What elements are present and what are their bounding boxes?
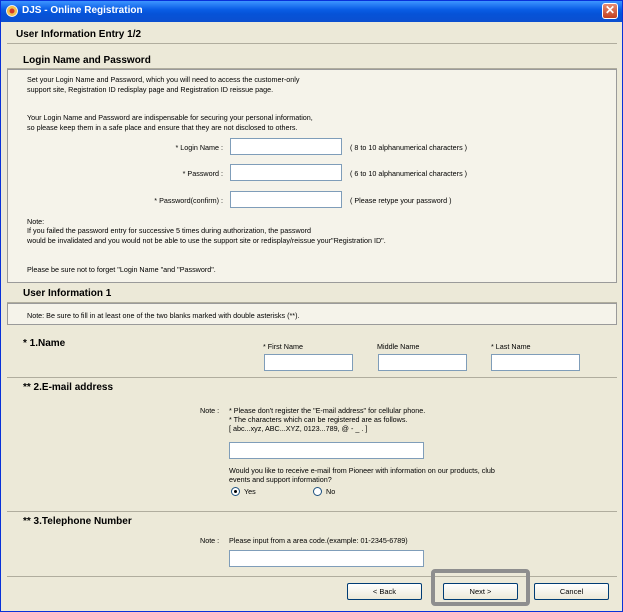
login-intro-line2: support site, Registration ID redisplay page and Registration ID reissue page.: [27, 85, 274, 94]
password-confirm-input[interactable]: [230, 191, 342, 208]
login-name-hint: ( 8 to 10 alphanumerical characters ): [350, 143, 468, 152]
email-no-radio[interactable]: [313, 487, 322, 496]
login-name-label: * Login Name :: [175, 143, 223, 152]
userinfo-note: Note: Be sure to fill in at least one of the two blanks marked with double asterisks (**).: [27, 311, 300, 320]
password-confirm-hint: ( Please retype your password ): [350, 196, 452, 205]
first-name-label: * First Name: [263, 342, 303, 351]
userinfo-note-panel: [7, 303, 617, 325]
login-panel: [7, 69, 617, 283]
email-note-line2: * The characters which can be registered are as follows.: [229, 415, 408, 424]
separator: [7, 377, 617, 378]
email-note-line3: [ abc...xyz, ABC...XYZ, 0123...789, @ - _ . ]: [229, 424, 368, 433]
last-name-label: * Last Name: [491, 342, 531, 351]
header-band: [7, 25, 617, 44]
app-icon: [6, 5, 18, 17]
password-label: * Password :: [182, 169, 223, 178]
login-heading: Login Name and Password: [23, 55, 151, 66]
login-note-line1: If you failed the password entry for successive 5 times during authorization, the password: [27, 226, 312, 235]
page-title: User Information Entry 1/2: [16, 29, 142, 40]
email-no-label[interactable]: No: [326, 487, 336, 496]
login-intro-line4: so please keep them in a safe place and ensure that they are not disclosed to others.: [27, 123, 298, 132]
phone-input[interactable]: [229, 550, 424, 567]
password-hint: ( 6 to 10 alphanumerical characters ): [350, 169, 468, 178]
close-button[interactable]: [602, 3, 618, 19]
email-note-label: Note :: [200, 406, 220, 415]
phone-row: [7, 513, 617, 573]
name-row: [7, 334, 617, 376]
email-row: [7, 379, 617, 511]
login-note-line2: would be invalidated and you would not be able to use the support site or redisplay/reissue your"Registration ID".: [27, 236, 386, 245]
login-note-label: Note:: [27, 217, 45, 226]
userinfo-heading-band: [7, 286, 617, 303]
login-heading-band: [7, 53, 617, 69]
back-button[interactable]: < Back: [347, 583, 422, 600]
password-confirm-label: * Password(confirm) :: [154, 196, 223, 205]
phone-note-label: Note :: [200, 536, 220, 545]
button-bar: [7, 577, 617, 607]
first-name-input[interactable]: [264, 354, 353, 371]
email-yes-radio[interactable]: [231, 487, 240, 496]
password-input[interactable]: [230, 164, 342, 181]
userinfo-heading: User Information 1: [23, 288, 112, 299]
middle-name-label: Middle Name: [377, 342, 420, 351]
login-intro-line1: Set your Login Name and Password, which you will need to access the customer-only: [27, 75, 300, 84]
email-input[interactable]: [229, 442, 424, 459]
email-question-line1: Would you like to receive e-mail from Pioneer with information on our products, club: [229, 466, 495, 475]
middle-name-input[interactable]: [378, 354, 467, 371]
email-note-line1: * Please don't register the "E-mail address" for cellular phone.: [229, 406, 426, 415]
email-label: ** 2.E-mail address: [23, 382, 114, 393]
phone-note: Please input from a area code.(example: 01-2345-6789): [229, 536, 408, 545]
login-name-input[interactable]: [230, 138, 342, 155]
window-title: DJS - Online Registration: [22, 5, 143, 16]
last-name-input[interactable]: [491, 354, 580, 371]
login-reminder: Please be sure not to forget "Login Name "and "Password".: [27, 265, 216, 274]
email-yes-label[interactable]: Yes: [244, 487, 256, 496]
cancel-button[interactable]: Cancel: [534, 583, 609, 600]
next-button[interactable]: Next >: [443, 583, 518, 600]
separator: [7, 511, 617, 512]
login-intro-line3: Your Login Name and Password are indispensable for securing your personal information,: [27, 113, 313, 122]
close-icon: ✕: [604, 3, 616, 17]
email-question-line2: events and support information?: [229, 475, 332, 484]
title-bar[interactable]: [1, 1, 622, 22]
phone-label: ** 3.Telephone Number: [23, 516, 132, 527]
name-label: * 1.Name: [23, 338, 66, 349]
